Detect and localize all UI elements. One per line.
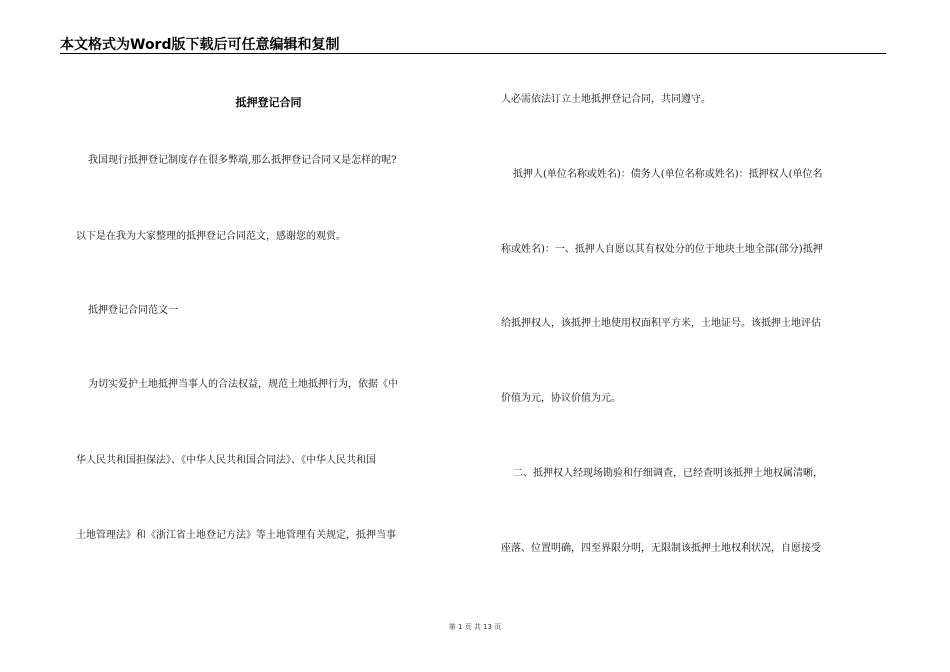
paragraph-line: 称或姓名)：一、抵押人自愿以其有权处分的位于地块土地全部(部分)抵押: [501, 244, 823, 255]
paragraph-line: 为切实爱护土地抵押当事人的合法权益，规范土地抵押行为，依据《中: [88, 379, 398, 390]
paragraph-line: 人必需依法订立土地抵押登记合同，共同遵守。: [501, 94, 711, 105]
document-title: 抵押登记合同: [235, 96, 302, 109]
page-number: 第 1 页 共 13 页: [448, 623, 502, 631]
right-column: [501, 0, 886, 672]
paragraph-line: 二、抵押权人经现场勘验和仔细调查，已经查明该抵押土地权属清晰，: [513, 468, 823, 479]
paragraph-line: 土地管理法》和《浙江省土地登记方法》等土地管理有关规定，抵押当事: [76, 530, 396, 541]
paragraph-line: 抵押人(单位名称或姓名)：债务人(单位名称或姓名)：抵押权人(单位名: [513, 169, 823, 180]
paragraph-line: 我国现行抵押登记制度存在很多弊端,那么抵押登记合同又是怎样的呢?: [88, 155, 397, 166]
paragraph-line: 座落、位置明确，四至界限分明，无限制该抵押土地权利状况，自愿接受: [501, 543, 821, 554]
paragraph-line: 价值为元，协议价值为元。: [501, 393, 621, 404]
paragraph-line: 给抵押权人，该抵押土地使用权面积平方米，土地证号。该抵押土地评估: [501, 318, 821, 329]
left-column: [76, 0, 461, 672]
paragraph-line: 以下是在我为大家整理的抵押登记合同范文，感谢您的观赏。: [76, 231, 346, 242]
header-title: 本文格式为Word版下载后可任意编辑和复制: [60, 37, 340, 53]
section-heading: 抵押登记合同范文一: [88, 305, 178, 316]
paragraph-line: 华人民共和国担保法》、《中华人民共和国合同法》、《中华人民共和国: [76, 455, 376, 466]
